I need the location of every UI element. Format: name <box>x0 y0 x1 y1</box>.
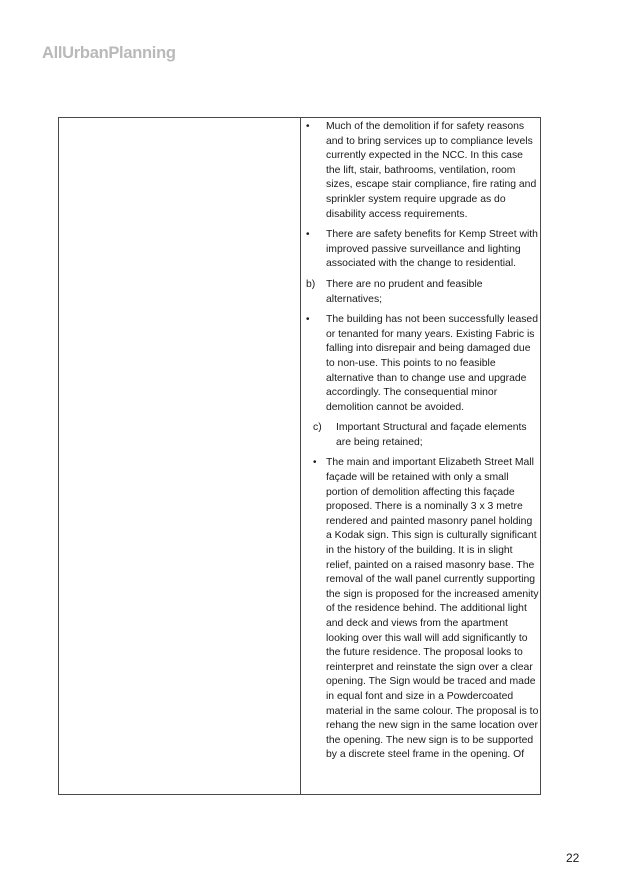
letter-marker: b) <box>306 278 316 290</box>
list-item-text: The building has not been successfully leased or tenanted for many years. Existing Fabric is falling into disrepair and being damaged due to non-use. This points to no feasible alternative than to change use and upgrade accordingly. The consequential minor demolition cannot be avoided. <box>326 314 538 413</box>
list-item <box>301 228 540 272</box>
list-item-text: There are no prudent and feasible alternatives; <box>326 278 483 305</box>
list-item <box>301 313 540 415</box>
bullet-marker: • <box>313 457 317 469</box>
list-item-text: There are safety benefits for Kemp Street with improved passive surveillance and lighting associated with the change to residential. <box>326 229 538 270</box>
list-item-text: Important Structural and façade elements are being retained; <box>336 422 527 448</box>
logo: AllUrbanPlanning <box>42 44 176 62</box>
page-number: 22 <box>566 851 580 865</box>
bullet-marker: • <box>306 121 310 132</box>
letter-marker: c) <box>313 422 322 434</box>
bullet-marker: • <box>306 314 310 326</box>
list-item <box>301 278 540 307</box>
list-item-text: The main and important Elizabeth Street Mall façade will be retained with only a small portion of demolition affecting this façade proposed. There is a nominally 3 x 3 metre rendered and painted masonry panel holding a Kodak sign. This sign is culturally significant in the history of the building. It is in slight relief, painted on a raised masonry base. The removal of the wall panel currently supporting the sign is proposed for the increased amenity of the residence behind. The additional light and deck and views from the apartment looking over this wall will add significantly to the future residence. The proposal looks to reinterpret and reinstate the sign over a clear opening. The Sign would be traced and made in equal font and size in a Powdercoated material in the same colour. The proposal is to rehang the new sign in the same location over the opening. The new sign is to be supported by a discrete steel frame in the opening. Of <box>326 457 539 761</box>
list-item <box>301 421 540 450</box>
list-item-text: Much of the demolition if for safety reasons and to bring services up to compliance levels currently expected in the NCC. In this case the lift, stair, bathrooms, ventilation, room sizes, escape stair compliance, fire rating and sprinkler system require upgrade as do disability access requirements. <box>326 121 537 220</box>
list-item <box>301 120 540 222</box>
list-item <box>301 456 540 762</box>
content-table <box>58 117 541 795</box>
bullet-marker: • <box>306 229 310 241</box>
right-column <box>301 120 540 769</box>
